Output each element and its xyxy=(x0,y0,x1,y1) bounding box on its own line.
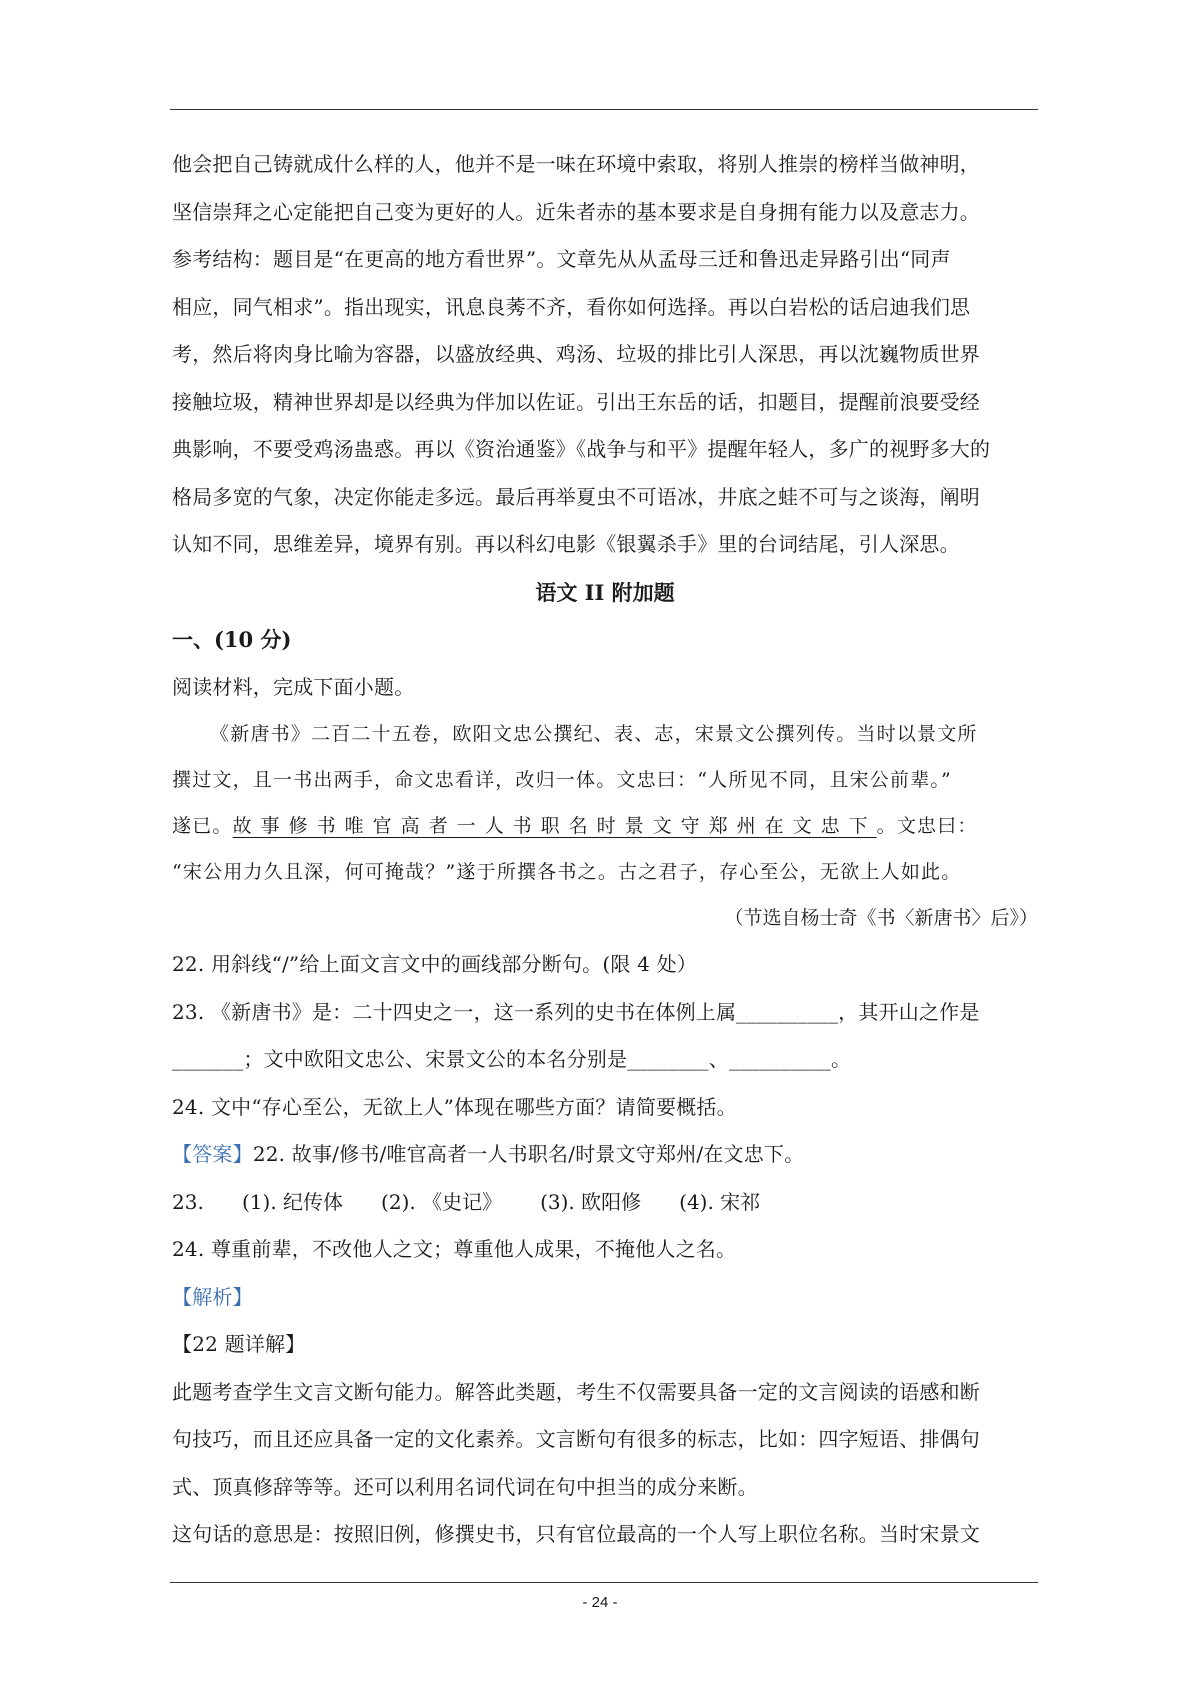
answer-q24: 24. 尊重前辈，不改他人之文；尊重他人成果，不掩他人之名。 xyxy=(172,1237,737,1261)
body-line: 参考结构：题目是“在更高的地方看世界”。文章先从从孟母三迁和鲁迅走异路引出“同声 xyxy=(172,247,951,271)
body-line: 格局多宽的气象，决定你能走多远。最后再举夏虫不可语冰，井底之蛙不可与之谈海，阐明 xyxy=(172,484,980,509)
source-citation: （节选自杨士奇《书〈新唐书〉后》） xyxy=(724,907,1038,929)
footer-rule xyxy=(170,1582,1038,1583)
question-line: _______；文中欧阳文忠公、宋景文公的本名分别是________、__________。 xyxy=(172,1047,852,1071)
body-line: 坚信崇拜之心定能把自己变为更好的人。近朱者赤的基本要求是自身拥有能力以及意志力。 xyxy=(172,199,980,224)
analysis-line: 式、顶真修辞等等。还可以利用名词代词在句中担当的成分来断。 xyxy=(172,1474,758,1499)
answer-q23-item: (3). 欧阳修 xyxy=(540,1189,642,1214)
body-line: 认知不同，思维差异，境界有别。再以科幻电影《银翼杀手》里的台词结尾，引人深思。 xyxy=(172,532,960,556)
page-body xyxy=(172,141,1038,1559)
body-line: 典影响，不要受鸡汤蛊惑。再以《资治通鉴》《战争与和平》提醒年轻人，多广的视野多大的 xyxy=(172,437,991,461)
question-line: 24. 文中“存心至公，无欲上人”体现在哪些方面？请简要概括。 xyxy=(172,1094,737,1119)
classical-text-pre: 遂已。 xyxy=(172,815,233,837)
classical-text-line xyxy=(172,803,1038,849)
body-line: 相应，同气相求”。指出现实，讯息良莠不齐，看你如何选择。再以白岩松的话启迪我们思 xyxy=(172,294,971,319)
page-number: - 24 - xyxy=(582,1594,618,1611)
answer-q23-item: (1). 纪传体 xyxy=(242,1189,344,1214)
classical-text-line: 撰过文，且一书出两手，命文忠看详，改归一体。文忠曰：“人所见不同，且宋公前辈。” xyxy=(172,769,952,791)
body-line: 考，然后将肉身比喻为容器，以盛放经典、鸡汤、垃圾的排比引人深思，再以沈巍物质世界 xyxy=(172,342,980,366)
classical-text-line: 《新唐书》二百二十五卷，欧阳文忠公撰纪、表、志，宋景文公撰列传。当时以景文所 xyxy=(210,723,978,745)
answer-q23-number: 23. xyxy=(172,1189,204,1214)
body-line: 接触垃圾，精神世界却是以经典为伴加以佐证。引出王东岳的话，扣题目，提醒前浪要受经 xyxy=(172,389,980,414)
question-line: 22. 用斜线“/”给上面文言文中的画线部分断句。(限 4 处） xyxy=(172,952,697,976)
instruction: 阅读材料，完成下面小题。 xyxy=(172,674,415,699)
answer-q23-row xyxy=(172,1179,1038,1227)
answer-q23-item: (2). 《史记》 xyxy=(381,1189,503,1214)
analysis-line: 此题考查学生文言文断句能力。解答此类题，考生不仅需要具备一定的文言阅读的语感和断 xyxy=(172,1379,980,1404)
classical-text-line: “宋公用力久且深，何可掩哉？”遂于所撰各书之。古之君子，存心至公，无欲上人如此。 xyxy=(172,861,962,883)
question-line: 23. 《新唐书》是：二十四史之一，这一系列的史书在体例上属__________，其开山之作是 xyxy=(172,999,980,1024)
body-line: 他会把自己铸就成什么样的人，他并不是一味在环境中索取，将别人推崇的榜样当做神明， xyxy=(172,152,980,176)
header-rule xyxy=(170,109,1038,110)
section-title: 语文 II 附加题 xyxy=(535,579,675,605)
classical-text-post: 。文忠曰： xyxy=(876,815,978,837)
answer-q22: 22. 故事/修书/唯官高者一人书职名/时景文守郑州/在文忠下。 xyxy=(252,1142,805,1166)
answer-q23-item: (4). 宋祁 xyxy=(679,1189,761,1214)
underlined-passage: 故事修书唯官高者一人书职名时景文守郑州在文忠下 xyxy=(232,815,877,837)
section-heading: 一、(10 分) xyxy=(172,627,292,652)
analysis-tag: 【解析】 xyxy=(172,1284,253,1309)
detail-heading: 【22 题详解】 xyxy=(172,1332,306,1356)
answer-tag: 【答案】 xyxy=(172,1142,253,1166)
analysis-line: 这句话的意思是：按照旧例，修撰史书，只有官位最高的一个人写上职位名称。当时宋景文 xyxy=(172,1522,980,1546)
answer-q22-line xyxy=(172,1131,1038,1179)
analysis-line: 句技巧，而且还应具备一定的文化素养。文言断句有很多的标志，比如：四字短语、排偶句 xyxy=(172,1427,980,1451)
